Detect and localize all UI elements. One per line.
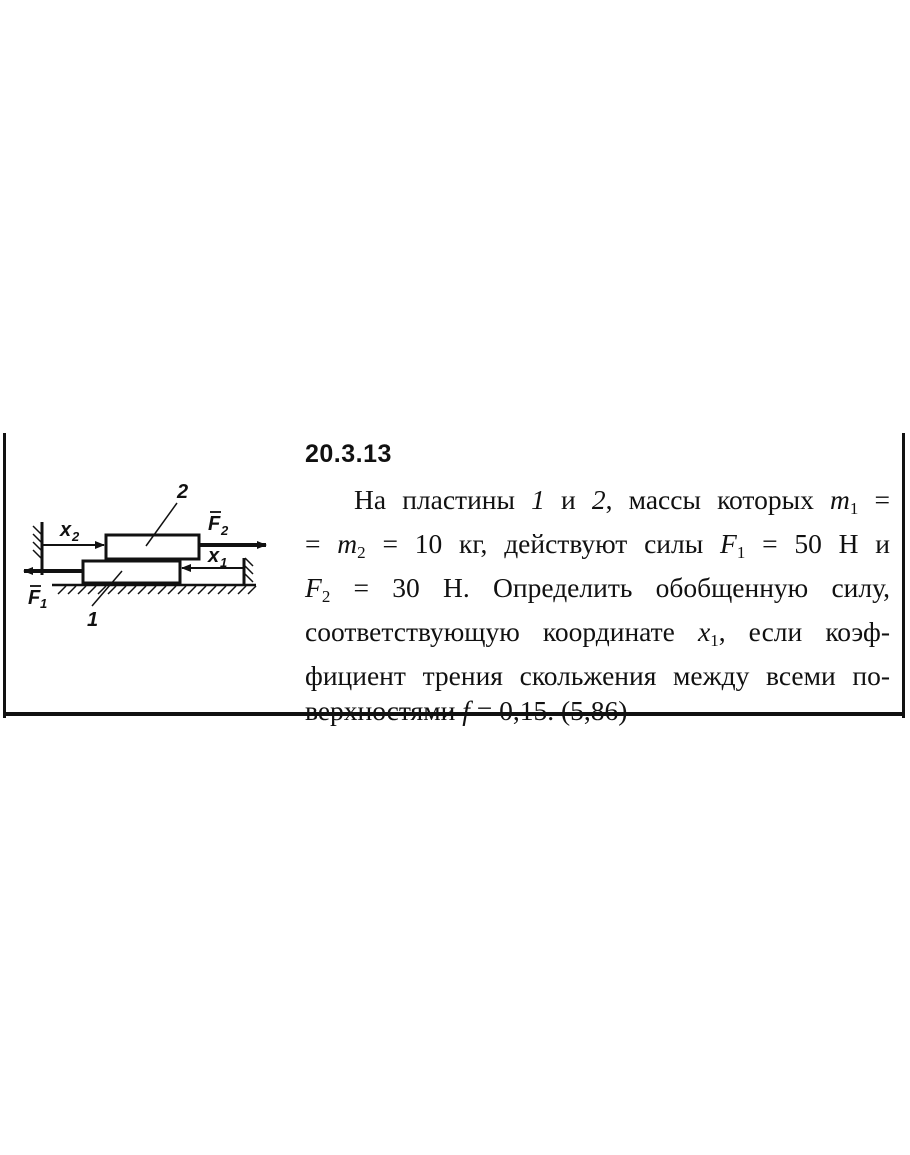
statement-symbol: x [697,616,711,647]
problem-statement [305,482,890,728]
statement-text: = [858,484,890,515]
statement-symbol: m [337,528,358,559]
statement-text: = [305,528,338,559]
statement-text: = 50 Н и [745,528,890,559]
statement-subscript: 1 [849,499,859,518]
statement-symbol: F [305,572,322,603]
plates-diagram [20,478,270,643]
coord-x2-subscript: 2 [72,529,80,544]
statement-line [305,693,890,728]
statement-symbol: f [462,695,470,726]
problem-number: 20.3.13 [305,440,392,468]
statement-line [305,614,890,658]
mechanics-figure [20,478,270,643]
statement-text: верхностями [305,695,463,726]
statement-subscript: 1 [736,543,746,562]
coord-x2-label: x [60,519,72,541]
statement-line [305,658,890,693]
statement-text: = 30 Н. Определить обобщенную силу, [330,572,890,603]
statement-line [305,570,890,614]
statement-text: = 10 кг, действуют силы [365,528,720,559]
statement-subscript: 1 [710,631,719,650]
statement-text: соответствующую координате [305,616,698,647]
statement-text: и [544,484,592,515]
ground-surface [52,585,256,594]
statement-text: = 0,15. (5,86) [469,695,628,726]
statement-line [305,482,890,526]
statement-subscript: 2 [321,587,331,606]
statement-symbol: F [720,528,737,559]
force-f2-label: F [208,513,221,535]
statement-text: фициент трения скольжения между всеми по- [305,660,890,691]
statement-text: , массы которых [605,484,830,515]
plate-1 [83,561,180,583]
plate-1-label: 1 [87,609,99,631]
coord-x1-subscript: 1 [220,555,228,570]
statement-symbol: m [829,484,850,515]
statement-subscript: 2 [357,543,366,562]
statement-text: , если коэф- [718,616,890,647]
statement-symbol: 2 [591,484,606,515]
force-f2-subscript: 2 [221,523,229,538]
force-f1-label: F [28,587,41,609]
force-f1-subscript: 1 [40,596,48,611]
frame-right-border [902,433,905,718]
left-wall [33,522,42,575]
frame-left-border [3,433,6,718]
statement-symbol: 1 [531,484,545,515]
statement-text: На пластины [354,484,532,515]
statement-line [305,526,890,570]
right-wall [244,558,253,585]
plate-2 [106,535,199,559]
plate-2-label: 2 [177,481,189,503]
coord-x1-label: x [208,545,220,567]
